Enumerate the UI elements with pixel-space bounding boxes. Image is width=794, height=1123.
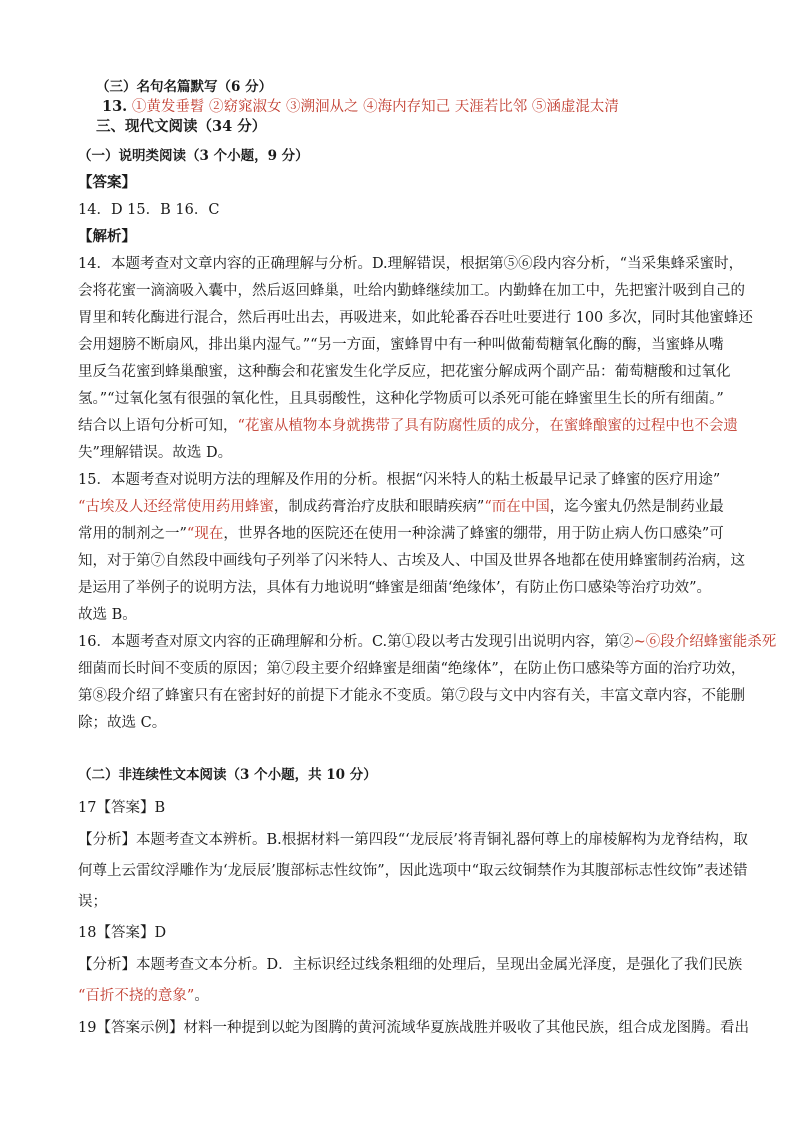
answers-14-16: 14．D 15．B 16．C	[78, 202, 220, 218]
p15-after-2: ，迄今蜜丸仍然是制药业最	[549, 499, 724, 515]
p16-line-4: 除；故选 C。	[78, 715, 167, 731]
q13-number: 13.	[102, 98, 128, 115]
p16-line-1a: 16．本题考查对原文内容的正确理解和分析。C.第①段以考古发现引出说明内容，第②	[78, 634, 634, 650]
p15-line-3	[78, 524, 724, 544]
p14-line-5: 里反刍花蜜到蜂巢酿蜜，这种酶会和花蜜发生化学反应，把花蜜分解成两个副产品：葡萄糖酸和过氧化	[78, 364, 731, 380]
q19-line-1: 19【答案示例】材料一种提到以蛇为图腾的黄河流域华夏族战胜并吸收了其他民族，组合成龙图腾。看出	[78, 1020, 749, 1036]
p14-red-quote: “花蜜从植物本身就携带了具有防腐性质的成分，在蜜蜂酿蜜的过程中也不会遗	[237, 418, 738, 434]
p16-line-1	[78, 632, 777, 652]
q17-line-1: 【分析】本题考查文本辨析。B.根据材料一第四段“‘龙辰辰’将青铜礼器何尊上的扉棱解构为龙脊结构，取	[78, 832, 748, 848]
p15-line-4: 知，对于第⑦自然段中画线句子列举了闪米特人、古埃及人、中国及世界各地都在使用蜂蜜制药治病，这	[78, 553, 745, 569]
part3-title: 三、现代文阅读（34 分）	[96, 118, 267, 135]
p16-red: ~⑥段介绍蜂蜜能杀死	[633, 634, 777, 650]
q18-end: 。	[194, 988, 209, 1004]
p15-red-1: “古埃及人还经常使用药用蜂蜜	[78, 499, 274, 515]
p14-line-4: 会用翅膀不断扇风，排出巢内湿气。”“另一方面，蜜蜂胃中有一种叫做葡萄糖氧化酶的酶，当蜜蜂从嘴	[78, 337, 724, 353]
p15-red-2: “而在中国	[484, 499, 550, 515]
q13-answers: ①黄发垂髫 ②窈窕淑女 ③溯洄从之 ④海内存知己 天涯若比邻 ⑤涵虚混太清	[131, 99, 619, 115]
p14-line-7-start: 结合以上语句分析可知，	[78, 418, 238, 434]
p16-line-2: 细菌而长时间不变质的原因；第⑦段主要介绍蜂蜜是细菌“绝缘体”，在防止伤口感染等方面的治疗功效，	[78, 661, 746, 677]
q17-line-3: 误；	[78, 894, 107, 910]
p15-line-3b: ，世界各地的医院还在使用一种涂满了蜂蜜的绷带，用于防止病人伤口感染”可	[223, 526, 724, 542]
p16-line-3: 第⑧段介绍了蜂蜜只有在密封好的前提下才能永不变质。第⑦段与文中内容有关，丰富文章内容，不能删	[78, 688, 745, 704]
p14-line-6: 氢。”“过氧化氢有很强的氧化性，且具弱酸性，这种化学物质可以杀死可能在蜂蜜里生长的所有细菌。”	[78, 391, 724, 407]
p15-line-5: 是运用了举例子的说明方法，具体有力地说明“蜂蜜是细菌‘绝缘体’，有防止伤口感染等治疗功效”。	[78, 580, 712, 596]
section-title-famous-lines: （三）名句名篇默写（6 分）	[96, 79, 273, 95]
q18-red-quote: “百折不挠的意象”	[78, 988, 195, 1004]
q18-line-2	[78, 986, 724, 1006]
p15-after-1: ，制成药膏治疗皮肤和眼睛疾病”	[273, 499, 485, 515]
p14-line-2: 会将花蜜一滴滴吸入囊中，然后返回蜂巢，吐给内勤蜂继续加工。内勤蜂在加工中，先把蜜汁吸到自己的	[78, 283, 745, 299]
p15-line-6: 故选 B。	[78, 607, 137, 623]
p15-line-2	[78, 497, 724, 517]
p15-red-3: “现在	[186, 526, 224, 542]
p14-line-1: 14．本题考查对文章内容的正确理解与分析。D.理解错误，根据第⑤⑥段内容分析，“当采集蜂采蜜时，	[78, 256, 744, 272]
q18-answer: 18【答案】D	[78, 925, 167, 941]
p15-line-3a: 常用的制剂之一”	[78, 526, 187, 542]
analysis-label: 【解析】	[78, 228, 136, 245]
p14-line-3: 胃里和转化酶进行混合，然后再吐出去，再吸进来，如此轮番吞吞吐吐要进行 100 多次，同时其他蜜蜂还	[78, 310, 753, 326]
p15-line-1: 15．本题考查对说明方法的理解及作用的分析。根据“闪米特人的粘土板最早记录了蜂蜜的医疗用途”	[78, 472, 721, 488]
p14-line-7	[78, 416, 738, 436]
q17-answer: 17【答案】B	[78, 800, 166, 816]
q17-line-2: 何尊上云雷纹浮雕作为‘龙辰辰’腹部标志性纹饰”，因此选项中“取云纹铜禁作为其腹部标志性纹饰”表述错	[78, 863, 748, 879]
section-title-explanatory: （一）说明类阅读（3 个小题，9 分）	[78, 148, 309, 164]
q13-answer-line	[102, 97, 748, 117]
answer-label: 【答案】	[78, 174, 136, 191]
p14-line-8: 失”理解错误。故选 D。	[78, 445, 233, 461]
section-title-non-continuous: （二）非连续性文本阅读（3 个小题，共 10 分）	[78, 767, 377, 783]
q18-line-1: 【分析】本题考查文本分析。D．主标识经过线条粗细的处理后，呈现出金属光泽度，是强化了我们民族	[78, 957, 743, 973]
